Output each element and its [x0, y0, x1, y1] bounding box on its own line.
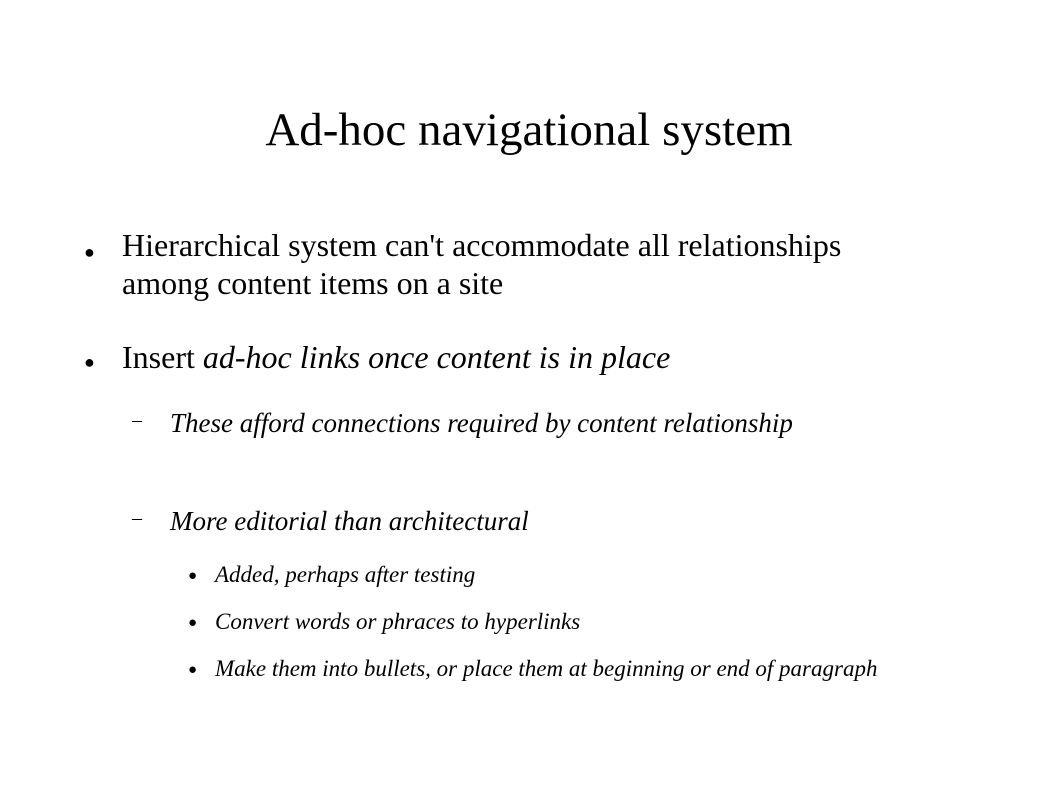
- dash-symbol: –: [132, 507, 142, 529]
- sub-bullet-more-editorial: More editorial than architectural: [170, 506, 529, 536]
- bullet-symbol: ●: [188, 568, 198, 584]
- slide-title: Ad-hoc navigational system: [265, 104, 793, 156]
- bullet-symbol: ●: [84, 352, 95, 372]
- sub-bullet-afford-connections: These afford connections required by content relationship: [170, 408, 793, 438]
- bullet-hierarchical-system: Hierarchical system can't accommodate all relationships among content items on a site: [122, 227, 842, 301]
- bullet-symbol: ●: [188, 615, 198, 631]
- bullet-symbol: ●: [188, 662, 198, 678]
- sub-sub-bullet-added-after-testing: Added, perhaps after testing: [215, 562, 476, 587]
- bullet-symbol: ●: [84, 242, 95, 262]
- dash-symbol: –: [132, 409, 142, 431]
- sub-sub-bullet-make-into-bullets: Make them into bullets, or place them at beginning or end of paragraph: [215, 656, 878, 681]
- bullet-insert-ad-hoc-links: [122, 338, 922, 376]
- bullet-ad-hoc-links-emphasis: ad-hoc links once content is in place: [202, 339, 671, 375]
- sub-sub-bullet-convert-words: Convert words or phraces to hyperlinks: [215, 609, 581, 634]
- bullet-insert-label: Insert: [122, 339, 203, 375]
